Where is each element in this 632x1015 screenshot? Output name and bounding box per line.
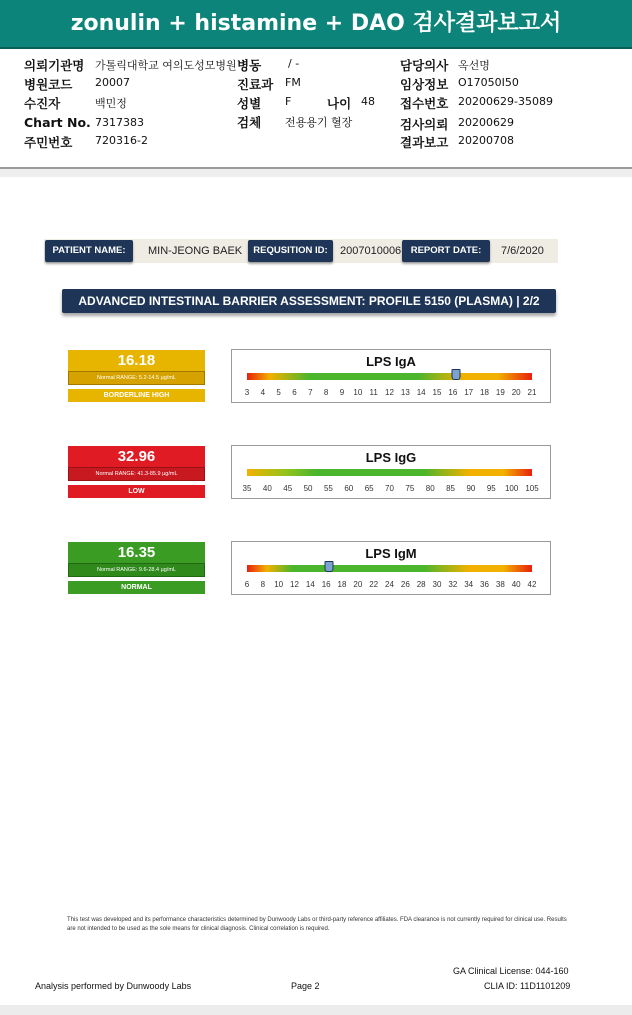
report-date-banner-value: 7/6/2020 xyxy=(501,245,544,257)
institution-label: 의뢰기관명 xyxy=(24,58,85,73)
scale-tick-label: 40 xyxy=(511,580,521,589)
patient-name-tag: PATIENT NAME: xyxy=(45,240,133,262)
scale-tick-label: 75 xyxy=(405,484,415,493)
scale-tick-label: 7 xyxy=(308,388,313,397)
result-value: 16.18 xyxy=(68,350,205,371)
scale-tick-label: 4 xyxy=(260,388,266,397)
scale-tick-label: 95 xyxy=(486,484,496,493)
patient-value: 백민정 xyxy=(95,97,127,110)
scale-tick-label: 6 xyxy=(244,580,250,589)
scale-tick-label: 10 xyxy=(274,580,284,589)
rrn-label: 주민번호 xyxy=(24,135,73,150)
scale-tick-label: 50 xyxy=(303,484,313,493)
scale-tick-label: 20 xyxy=(353,580,363,589)
scale-tick-label: 55 xyxy=(323,484,333,493)
specimen-value: 전용용기 혈장 xyxy=(285,116,353,129)
scale-tick-label: 20 xyxy=(511,388,521,397)
doctor-value: 옥선명 xyxy=(458,59,490,72)
scale-tick-label: 65 xyxy=(364,484,374,493)
result-panel xyxy=(231,349,551,403)
requisition-id-tag: REQUSITION ID: xyxy=(248,240,333,262)
page-bottom-band xyxy=(0,1005,632,1015)
report-date-value: 20200708 xyxy=(458,134,514,147)
rrn-value: 720316-2 xyxy=(95,134,148,147)
scale-tick-label: 85 xyxy=(446,484,456,493)
analyte-name: LPS IgM xyxy=(365,546,417,561)
normal-range: Normal RANGE: 5.2-14.5 µg/mL xyxy=(68,371,205,385)
result-marker xyxy=(324,561,333,572)
scale-tick-label: 14 xyxy=(305,580,315,589)
scale-tick-label: 35 xyxy=(242,484,252,493)
ward-value: / - xyxy=(288,57,300,70)
scale-ticks xyxy=(232,580,550,592)
request-date-label: 검사의뢰 xyxy=(400,117,449,132)
scale-ticks xyxy=(232,388,550,400)
scale-tick-label: 38 xyxy=(495,580,505,589)
normal-range: Normal RANGE: 9.6-28.4 µg/mL xyxy=(68,563,205,577)
scale-tick-label: 40 xyxy=(262,484,272,493)
scale-tick-label: 90 xyxy=(466,484,476,493)
scale-tick-label: 16 xyxy=(448,388,458,397)
scale-tick-label: 28 xyxy=(416,580,426,589)
analyte-name: LPS IgG xyxy=(365,450,417,465)
scale-tick-label: 19 xyxy=(495,388,505,397)
patient-label: 수진자 xyxy=(24,96,61,111)
receipt-label: 접수번호 xyxy=(400,96,449,111)
specimen-label: 검체 xyxy=(237,115,262,130)
scale-tick-label: 12 xyxy=(385,388,394,397)
normal-range: Normal RANGE: 41.3-85.9 µg/mL xyxy=(68,467,205,481)
scale-tick-label: 12 xyxy=(290,580,299,589)
report-date-label: 결과보고 xyxy=(400,135,449,150)
clinical-info-value: O17050I50 xyxy=(458,76,519,89)
scale-tick-label: 16 xyxy=(321,580,331,589)
result-value: 32.96 xyxy=(68,446,205,467)
institution-value: 가톨릭대학교 여의도성모병원 xyxy=(95,59,237,72)
scale-tick-label: 105 xyxy=(525,484,539,493)
scale-tick-label: 18 xyxy=(337,580,347,589)
scale-tick-label: 17 xyxy=(464,388,474,397)
result-marker xyxy=(451,369,460,380)
disclaimer: This test was developed and its performance characteristics determined by Dunwoody Labs or third-party reference affiliates. FDA clearance is not currently required for clinical use. Results are not intended to be used as the sole means for clinical diagnosis. Clinical correlation is required. xyxy=(67,917,567,932)
scale-tick-label: 13 xyxy=(400,388,410,397)
scale-tick-label: 10 xyxy=(353,388,363,397)
scale-tick-label: 9 xyxy=(339,388,345,397)
scale-tick-label: 15 xyxy=(432,388,442,397)
analysis-credit: Analysis performed by Dunwoody Labs xyxy=(35,981,192,991)
scale-tick-label: 60 xyxy=(344,484,354,493)
scale-ticks xyxy=(232,484,550,496)
ward-label: 병동 xyxy=(237,58,262,73)
requisition-id-value: 2007010006 xyxy=(340,245,402,257)
scale-tick-label: 3 xyxy=(244,388,250,397)
scale-tick-label: 24 xyxy=(385,580,394,589)
scale-tick-label: 8 xyxy=(260,580,266,589)
range-scale xyxy=(247,373,532,380)
patient-name-value: MIN-JEONG BAEK xyxy=(148,245,243,257)
sex-label: 성별 xyxy=(237,96,262,111)
scale-tick-label: 45 xyxy=(283,484,293,493)
scale-tick-label: 100 xyxy=(504,484,519,493)
result-panel xyxy=(231,541,551,595)
sex-value: F xyxy=(285,95,292,108)
section-title: ADVANCED INTESTINAL BARRIER ASSESSMENT: PROFILE 5150 (PLASMA) | 2/2 xyxy=(62,289,556,313)
scale-tick-label: 30 xyxy=(432,580,442,589)
scale-tick-label: 36 xyxy=(480,580,489,589)
scale-tick-label: 21 xyxy=(527,388,537,397)
department-value: FM xyxy=(285,76,301,89)
age-label: 나이 xyxy=(327,96,352,111)
range-scale xyxy=(247,565,532,572)
scale-tick-label: 11 xyxy=(369,388,378,397)
status-badge: LOW xyxy=(68,485,205,498)
range-scale xyxy=(247,469,532,476)
scale-tick-label: 14 xyxy=(416,388,426,397)
scale-tick-label: 32 xyxy=(448,580,458,589)
hospital-code-value: 20007 xyxy=(95,76,130,89)
request-date-value: 20200629 xyxy=(458,116,514,129)
scale-tick-label: 8 xyxy=(323,388,329,397)
age-value: 48 xyxy=(361,95,375,108)
scale-tick-label: 26 xyxy=(400,580,410,589)
status-badge: BORDERLINE HIGH xyxy=(68,389,205,402)
header-divider xyxy=(0,47,632,49)
scale-tick-label: 42 xyxy=(527,580,537,589)
analyte-name: LPS IgA xyxy=(366,354,416,369)
scale-tick-label: 80 xyxy=(425,484,435,493)
scale-tick-label: 22 xyxy=(369,580,379,589)
shade-band xyxy=(0,169,632,177)
scale-tick-label: 5 xyxy=(276,388,281,397)
hospital-code-label: 병원코드 xyxy=(24,77,73,92)
scale-tick-label: 70 xyxy=(385,484,394,493)
scale-tick-label: 18 xyxy=(480,388,489,397)
page-number: Page 2 xyxy=(291,981,320,991)
doctor-label: 담당의사 xyxy=(400,58,449,73)
scale-tick-label: 6 xyxy=(292,388,297,397)
result-value: 16.35 xyxy=(68,542,205,563)
report-title: zonulin + histamine + DAO 검사결과보고서 xyxy=(0,0,632,47)
status-badge: NORMAL xyxy=(68,581,205,594)
clinical-info-label: 임상정보 xyxy=(400,77,449,92)
department-label: 진료과 xyxy=(237,77,274,92)
chart-no-value: 7317383 xyxy=(95,116,144,129)
chart-no-label: Chart No. xyxy=(24,115,91,130)
clinical-license: GA Clinical License: 044-160 xyxy=(453,966,569,976)
receipt-value: 20200629-35089 xyxy=(458,95,553,108)
scale-tick-label: 34 xyxy=(464,580,474,589)
clia-id: CLIA ID: 11D1101209 xyxy=(484,981,571,991)
result-panel xyxy=(231,445,551,499)
report-date-tag: REPORT DATE: xyxy=(402,240,490,262)
